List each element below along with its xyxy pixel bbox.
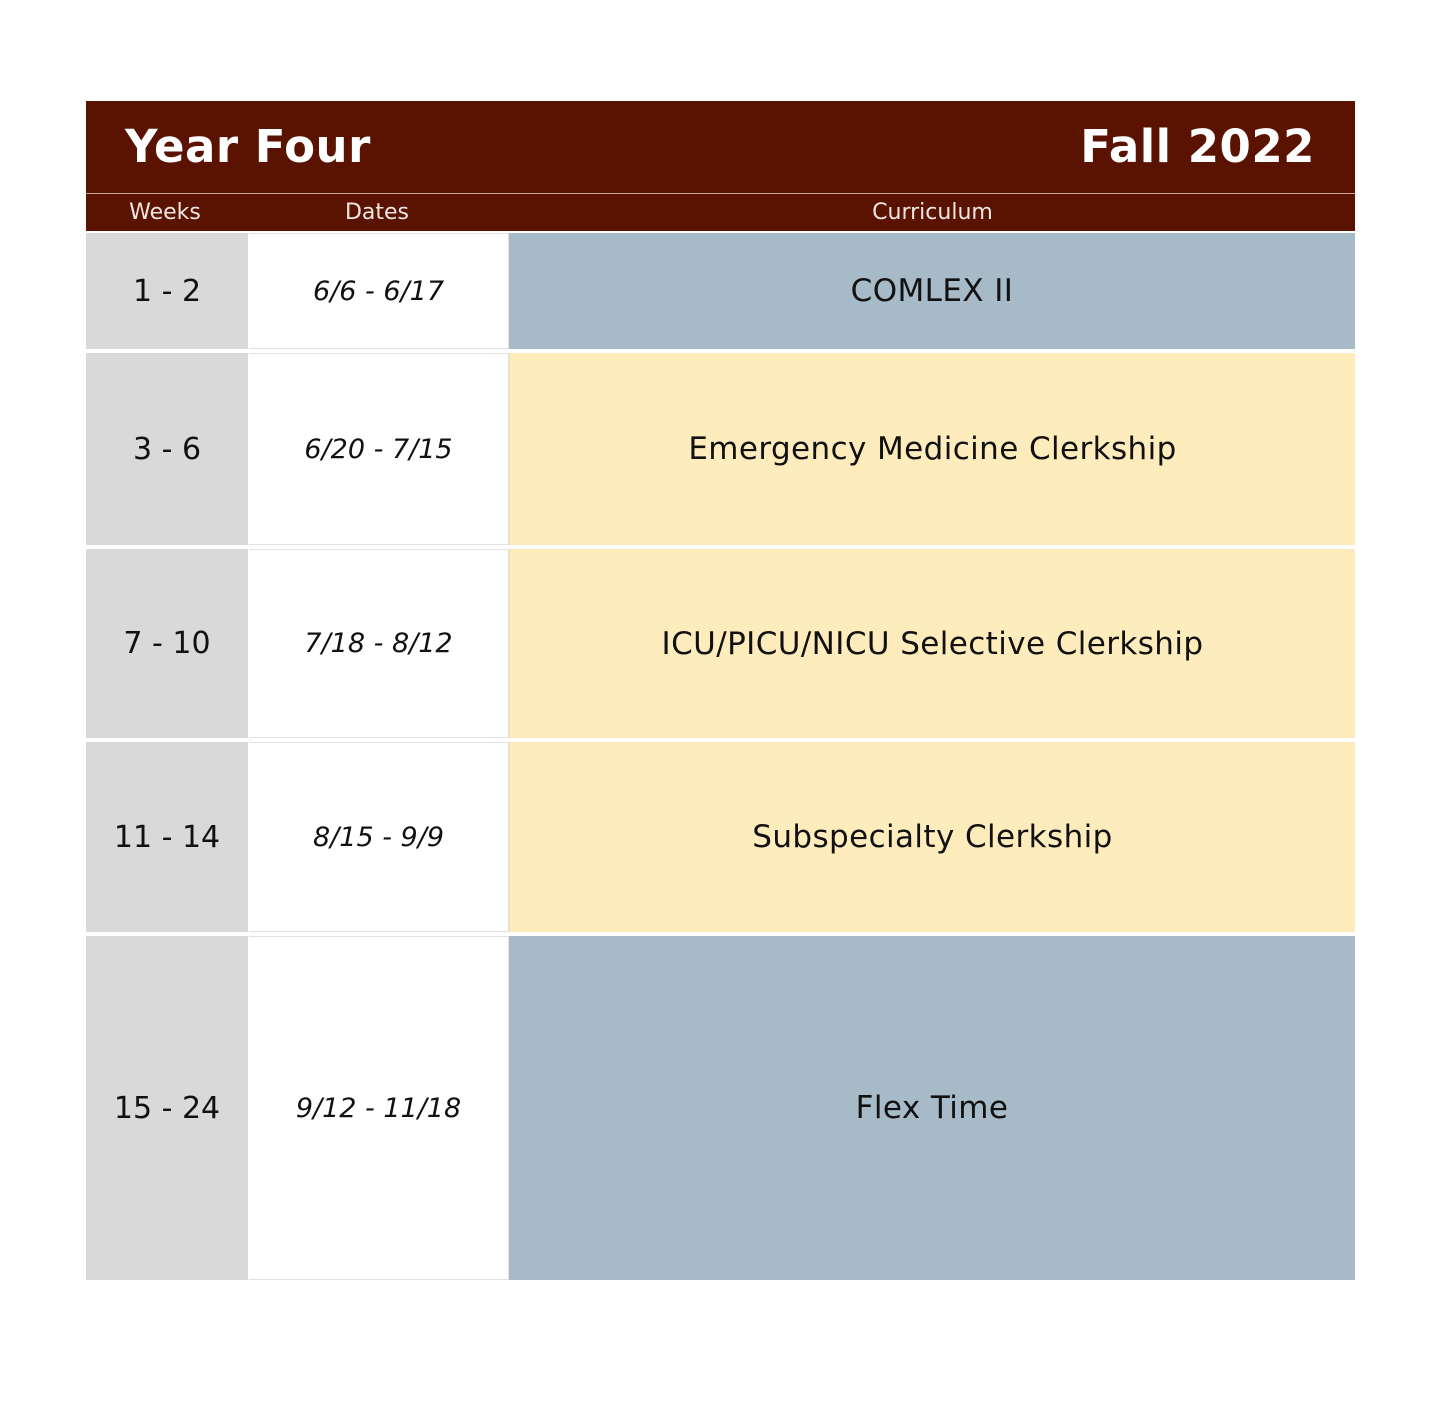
term-title: Fall 2022 (1080, 119, 1315, 173)
curriculum-cell: Subspecialty Clerkship (509, 742, 1355, 932)
weeks-cell: 1 - 2 (86, 233, 249, 349)
weeks-cell: 11 - 14 (86, 742, 249, 932)
table-row (86, 353, 1355, 549)
dates-cell: 6/20 - 7/15 (249, 353, 509, 545)
dates-cell: 8/15 - 9/9 (249, 742, 509, 932)
weeks-cell: 15 - 24 (86, 936, 249, 1280)
weeks-column-header: Weeks (129, 200, 201, 225)
dates-column-header: Dates (344, 200, 410, 225)
table-row (86, 742, 1355, 936)
dates-cell: 9/12 - 11/18 (249, 936, 509, 1280)
weeks-cell: 7 - 10 (86, 549, 249, 738)
table-row (86, 233, 1355, 353)
dates-cell: 6/6 - 6/17 (249, 233, 509, 349)
curriculum-cell: Emergency Medicine Clerkship (509, 353, 1355, 545)
curriculum-cell: COMLEX II (509, 233, 1355, 349)
weeks-cell: 3 - 6 (86, 353, 249, 545)
curriculum-cell: ICU/PICU/NICU Selective Clerkship (509, 549, 1355, 738)
curriculum-cell: Flex Time (509, 936, 1355, 1280)
column-headers (86, 194, 1355, 233)
dates-cell: 7/18 - 8/12 (249, 549, 509, 738)
year-title: Year Four (125, 119, 371, 173)
curriculum-column-header: Curriculum (872, 200, 993, 225)
table-row (86, 936, 1355, 1280)
table-row (86, 549, 1355, 742)
schedule-banner (86, 101, 1355, 194)
schedule-table (86, 101, 1355, 1280)
